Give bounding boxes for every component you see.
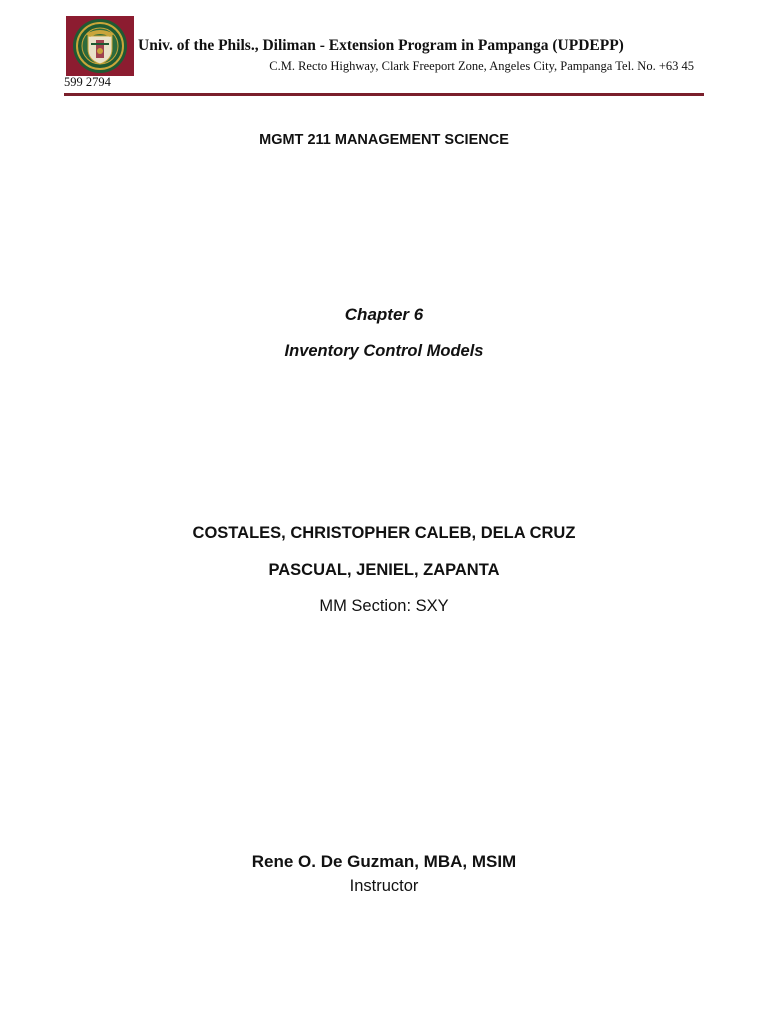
instructor-role: Instructor xyxy=(349,877,419,895)
header-divider xyxy=(64,93,704,96)
author-names-line-1: COSTALES, CHRISTOPHER CALEB, DELA CRUZ xyxy=(192,524,576,542)
section-label: MM Section: SXY xyxy=(319,597,449,615)
course-title: MGMT 211 MANAGEMENT SCIENCE xyxy=(259,132,509,148)
chapter-title: Inventory Control Models xyxy=(284,342,484,360)
up-seal-icon xyxy=(66,16,134,76)
chapter-number: Chapter 6 xyxy=(344,305,424,324)
address-line: C.M. Recto Highway, Clark Freeport Zone, Angeles City, Pampanga Tel. No. +63 45 xyxy=(269,59,694,73)
author-names-line-2: PASCUAL, JENIEL, ZAPANTA xyxy=(268,561,500,579)
phone-continuation: 599 2794 xyxy=(64,75,111,89)
university-name: Univ. of the Phils., Diliman - Extension Program in Pampanga (UPDEPP) xyxy=(138,37,624,54)
instructor-name: Rene O. De Guzman, MBA, MSIM xyxy=(251,852,517,871)
letterhead xyxy=(64,14,704,98)
